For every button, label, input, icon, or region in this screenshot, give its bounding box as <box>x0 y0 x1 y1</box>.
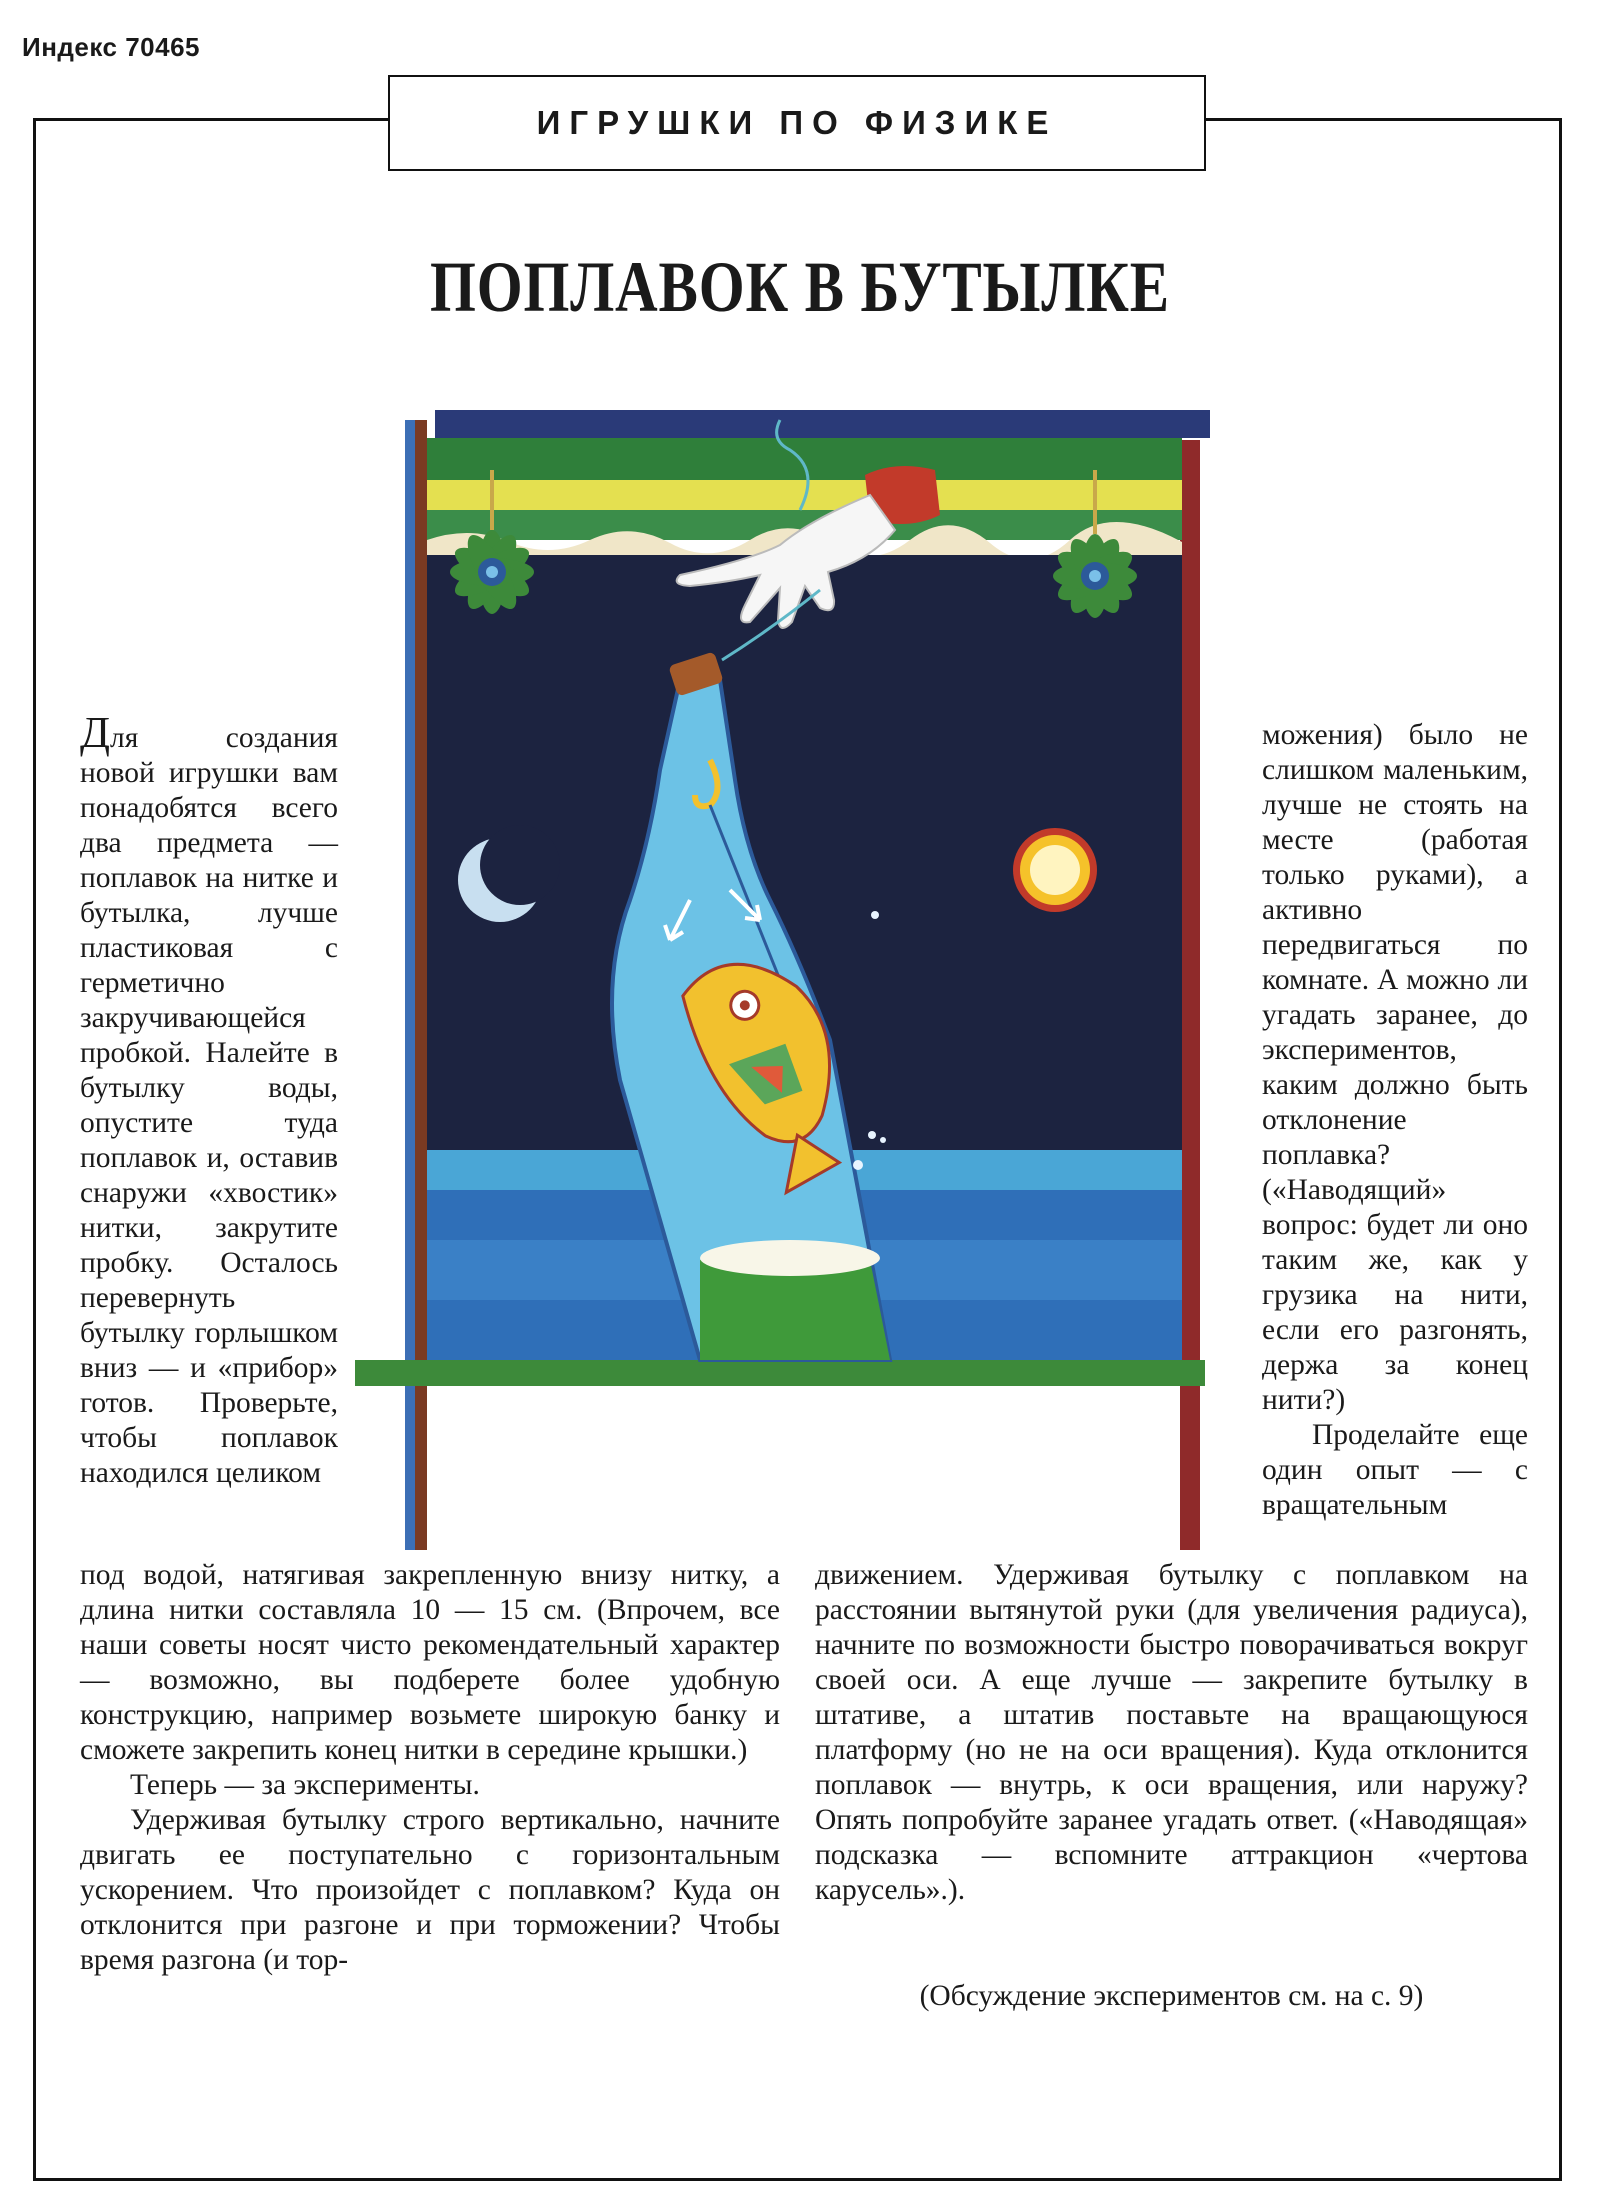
illustration <box>350 360 1270 1550</box>
paragraph: под водой, натягивая закрепленную внизу нитку, а длина нитки составляла 10 — 15 см. (Впрочем, все наши советы носят чисто рекомендательный характер — возможно, вы подберете более удобную конструкцию, например возьмете широкую банку и сможете закрепить конец нитки в середине крышки.) <box>80 1559 780 1766</box>
text-column-right <box>1262 718 1528 1523</box>
text-column-bottom-left <box>80 1558 780 1978</box>
bubble <box>880 1137 886 1143</box>
reference-note: (Обсуждение экспериментов см. на с. 9) <box>919 1980 1424 2012</box>
paragraph: Удерживая бутылку строго вертикально, начните двигать ее поступательно с горизонтальным ускорением. Что произойдет с поплавком? Куда он отклонится при разгоне и при торможении? Чтобы время разгона (и тор- <box>80 1804 780 1976</box>
paragraph: Проделайте еще один опыт — с вращательным <box>1262 1419 1528 1521</box>
sun-icon <box>1013 828 1097 912</box>
bottom-shelf <box>355 1360 1205 1386</box>
paragraph-text: ля создания новой игрушки вам понадобятся всего два предмета — поплавок на нитке и бутылка, лучше пластиковая с герметично закручивающейся пробкой. Налейте в бутылку воды, опустите туда поплавок и, оставив снаружи «хвостик» нитки, закрутите пробку. Осталось перевернуть бутылку горлышком вниз — и «прибор» готов. Проверьте, чтобы поплавок находился целиком <box>80 722 338 1489</box>
frame-top-bar <box>435 410 1210 438</box>
text-column-bottom-right <box>815 1558 1528 1908</box>
paragraph: можения) было не слишком маленьким, лучше не стоять на месте (работая только руками), а активно передвигаться по комнате. А можно ли угадать заранее, до экспериментов, каким должно быть отклонение поплавка? («Наводящий» вопрос: будет ли оно таким же, как у грузика на нити, если его разгонять, держа за конец нити?) <box>1262 719 1528 1416</box>
bubble <box>868 1131 876 1139</box>
bubble <box>871 911 879 919</box>
drop-cap: Д <box>80 708 111 757</box>
paragraph: Теперь — за эксперименты. <box>130 1769 480 1801</box>
paragraph <box>80 708 338 1491</box>
journal-index: Индекс 70465 <box>22 32 201 62</box>
article-title: ПОПЛАВОК В БУТЫЛКЕ <box>430 247 1170 327</box>
text-column-left <box>80 708 338 1491</box>
top-strip-green <box>427 438 1182 480</box>
bubble <box>853 1160 863 1170</box>
paragraph: движением. Удерживая бутылку с поплавком на расстоянии вытянутой руки (для увеличения радиуса), начните по возможности быстро поворачиваться вокруг своей оси. А еще лучше — закрепите бутылку в штативе, а штатив поставьте на вращающуюся платформу (но не на оси вращения). Куда отклонится поплавок — внутрь, к оси вращения, или наружу? Опять попробуйте заранее угадать ответ. («Наводящая» подсказка — вспомните аттракцион «чертова карусель».). <box>815 1559 1528 1906</box>
rubric-box: ИГРУШКИ ПО ФИЗИКЕ <box>388 75 1206 171</box>
